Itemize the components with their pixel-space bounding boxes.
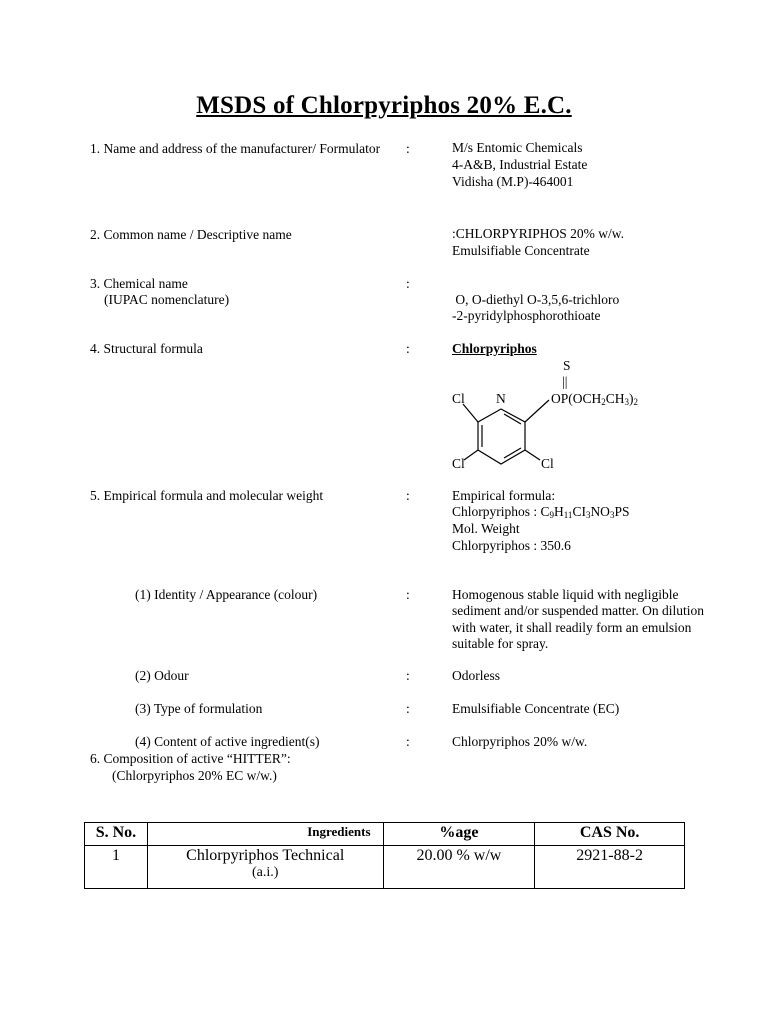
double-bond-mark: ||: [562, 374, 568, 389]
chemical-name-line2: -2-pyridylphosphorothioate: [452, 308, 601, 323]
col-header-percent: %age: [383, 823, 535, 846]
col-header-sno: S. No.: [85, 823, 148, 846]
document-title: MSDS of Chlorpyriphos 20% E.C.: [196, 92, 572, 119]
cell-percent: 20.00 % w/w: [383, 846, 535, 889]
atom-cl-left: Cl: [452, 391, 465, 406]
mol-weight-heading: Mol. Weight: [452, 521, 520, 536]
formula-prefix: Chlorpyriphos : C: [452, 504, 550, 519]
property-3-label: (3) Type of formulation: [135, 701, 263, 716]
property-2-label: (2) Odour: [135, 668, 189, 683]
col-header-cas: CAS No.: [535, 823, 685, 846]
manufacturer-address-line1: 4-A&B, Industrial Estate: [452, 157, 588, 172]
cell-sno: 1: [85, 846, 148, 889]
empirical-formula: [452, 504, 629, 521]
ingredient-line1: Chlorpyriphos Technical: [186, 847, 345, 864]
section-1-colon: :: [406, 141, 410, 156]
bond-to-cl-bottom-left: [464, 450, 478, 460]
section-4-colon: :: [406, 341, 410, 356]
section-3-label: 3. Chemical name: [90, 276, 188, 291]
formula-ps: PS: [614, 504, 630, 519]
section-5-colon: :: [406, 488, 410, 503]
op-ch: CH: [605, 391, 625, 406]
active-ingredient-value: Chlorpyriphos 20% w/w.: [452, 734, 588, 749]
formula-cl: CI: [572, 504, 586, 519]
atom-sulfur: S: [563, 358, 571, 373]
ring-outline: [478, 409, 525, 464]
bond-to-cl-bottom-right: [525, 450, 540, 460]
cell-cas: 2921-88-2: [535, 846, 685, 889]
cell-ingredient: [147, 846, 383, 889]
descriptive-name: Emulsifiable Concentrate: [452, 243, 590, 258]
appearance-line4: suitable for spray.: [452, 636, 549, 651]
manufacturer-name: M/s Entomic Chemicals: [452, 140, 583, 155]
bond-to-cl-left: [463, 404, 478, 422]
manufacturer-address-line2: Vidisha (M.P)-464001: [452, 174, 574, 189]
atom-cl-bottom-right: Cl: [541, 456, 554, 471]
formula-sub-h: 11: [563, 510, 573, 520]
composition-table: [84, 822, 685, 889]
op-close: ): [629, 391, 634, 406]
formula-sub-o: 3: [609, 510, 615, 520]
property-4-colon: :: [406, 734, 410, 749]
ring-double-bond-2: [504, 448, 521, 458]
appearance-line1: Homogenous stable liquid with negligible: [452, 587, 679, 602]
atom-nitrogen: N: [496, 391, 506, 406]
section-1-label: 1. Name and address of the manufacturer/ Formulator: [90, 141, 381, 156]
property-2-colon: :: [406, 668, 410, 683]
property-4-label: (4) Content of active ingredient(s): [135, 734, 320, 749]
op-subscript-outer: 2: [633, 397, 639, 407]
section-4-label: 4. Structural formula: [90, 341, 203, 356]
bond-to-op: [525, 400, 549, 422]
section-3-sublabel: (IUPAC nomenclature): [104, 292, 230, 307]
pyridine-ring-diagram: [440, 355, 570, 475]
section-6-sublabel: (Chlorpyriphos 20% EC w/w.): [112, 768, 277, 783]
mol-weight-value: Chlorpyriphos : 350.6: [452, 538, 571, 553]
section-5-label: 5. Empirical formula and molecular weight: [90, 488, 324, 503]
table-row: [85, 846, 685, 889]
section-3-colon: :: [406, 276, 410, 291]
atom-cl-bottom-left: Cl: [452, 456, 465, 471]
formula-h: H: [554, 504, 564, 519]
property-1-label: (1) Identity / Appearance (colour): [135, 587, 318, 602]
empirical-formula-heading: Empirical formula:: [452, 488, 556, 503]
formula-sub-c: 9: [549, 510, 555, 520]
formulation-type-value: Emulsifiable Concentrate (EC): [452, 701, 620, 716]
appearance-line2: sediment and/or suspended matter. On dilution: [452, 603, 704, 618]
col-header-ingredients: Ingredients: [147, 823, 383, 846]
chemical-name-line1: O, O-diethyl O-3,5,6-trichloro: [452, 292, 620, 307]
property-3-colon: :: [406, 701, 410, 716]
table-header-row: [85, 823, 685, 846]
op-prefix: OP(OCH: [551, 391, 602, 406]
op-subscript-3: 3: [624, 397, 630, 407]
structure-heading: Chlorpyriphos: [452, 341, 537, 356]
section-2-label: 2. Common name / Descriptive name: [90, 227, 292, 242]
formula-no: NO: [590, 504, 610, 519]
ingredient-line2: (a.i.): [252, 865, 279, 880]
section-6-label: 6. Composition of active “HITTER”:: [90, 751, 291, 766]
appearance-line3: with water, it shall readily form an emulsion: [452, 620, 692, 635]
property-1-colon: :: [406, 587, 410, 602]
odour-value: Odorless: [452, 668, 500, 683]
op-subscript-2: 2: [601, 397, 606, 407]
formula-sub-cl: 3: [585, 510, 591, 520]
common-name: :CHLORPYRIPHOS 20% w/w.: [452, 226, 625, 241]
